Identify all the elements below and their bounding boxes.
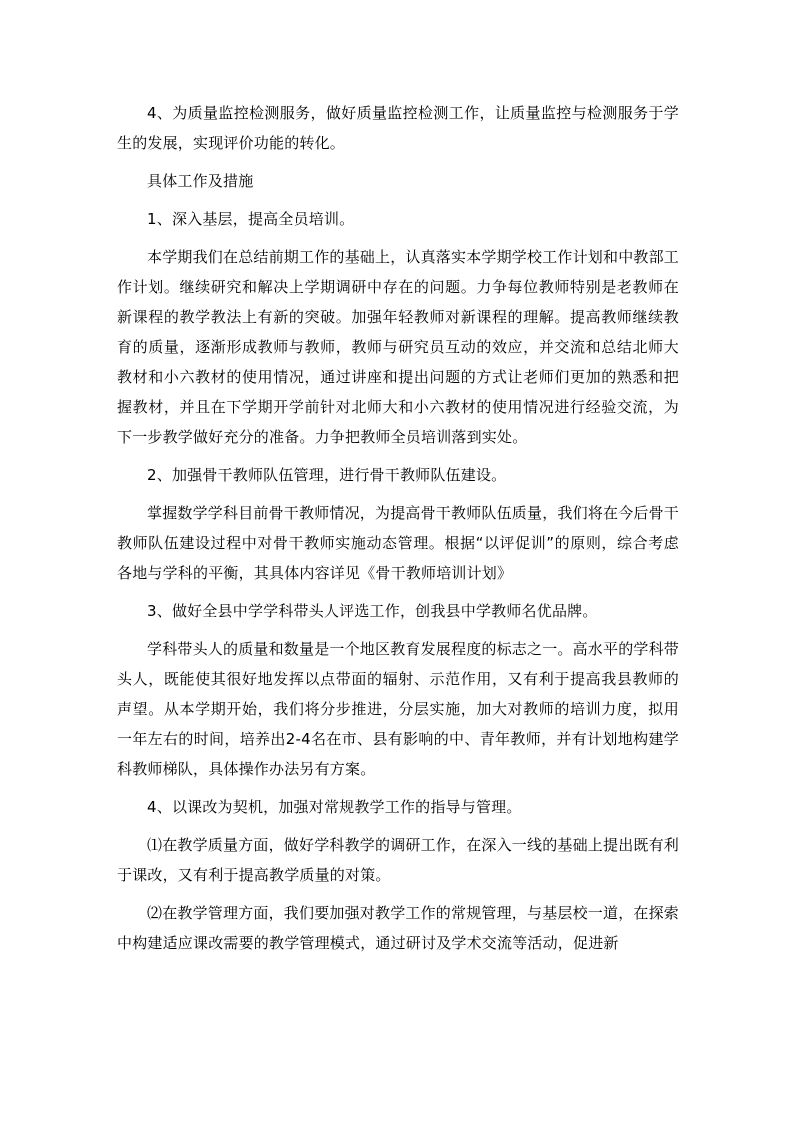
item-heading-backbone-teachers: 2、加强骨干教师队伍管理，进行骨干教师队伍建设。	[147, 466, 507, 484]
item-heading-subject-leaders: 3、做好全县中学学科带头人评选工作，创我县中学教师名优品牌。	[147, 602, 598, 620]
document-body	[117, 98, 679, 964]
paragraph-teaching-quality: ⑴在教学质量方面，做好学科教学的调研工作，在深入一线的基础上提出既有利于课改，又有利于提高教学质量的对策。	[117, 836, 680, 884]
paragraph-subject-leaders: 学科带头人的质量和数量是一个地区教育发展程度的标志之一。高水平的学科带头人，既能使其很好地发挥以点带面的辐射、示范作用，又有利于提高我县教师的声望。从本学期开始，我们将分步推进，分层实施，加大对教师的培训力度，拟用一年左右的时间，培养出2-4名在市、县有影响的中、青年教师，并有计划地构建学科教师梯队，具体操作办法另有方案。	[117, 640, 680, 778]
item-heading-curriculum-reform: 4、以课改为契机，加强对常规教学工作的指导与管理。	[147, 798, 522, 816]
item-heading-training: 1、深入基层，提高全员培训。	[147, 210, 355, 228]
paragraph-backbone-teachers: 掌握数学学科目前骨干教师情况，为提高骨干教师队伍质量，我们将在今后骨干教师队伍建设过程中对骨干教师实施动态管理。根据“以评促训”的原则，综合考虑各地与学科的平衡，其具体内容详见《骨干教师培训计划》	[117, 504, 680, 582]
paragraph-training: 本学期我们在总结前期工作的基础上，认真落实本学期学校工作计划和中教部工作计划。继续研究和解决上学期调研中存在的问题。力争每位教师特别是老教师在新课程的教学教法上有新的突破。加强年轻教师对新课程的理解。提高教师继续教育的质量，逐渐形成教师与教师，教师与研究员互动的效应，并交流和总结北师大教材和小六教材的使用情况，通过讲座和提出问题的方式让老师们更加的熟悉和把握教材，并且在下学期开学前针对北师大和小六教材的使用情况进行经验交流，为下一步教学做好充分的准备。力争把教师全员培训落到实处。	[117, 248, 680, 446]
paragraph-teaching-management: ⑵在教学管理方面，我们要加强对教学工作的常规管理，与基层校一道，在探索中构建适应课改需要的教学管理模式，通过研讨及学术交流等活动，促进新	[117, 904, 680, 952]
section-heading-measures: 具体工作及措施	[147, 172, 254, 190]
paragraph-quality-monitoring: 4、为质量监控检测服务，做好质量监控检测工作，让质量监控与检测服务于学生的发展，实现评价功能的转化。	[117, 104, 679, 152]
